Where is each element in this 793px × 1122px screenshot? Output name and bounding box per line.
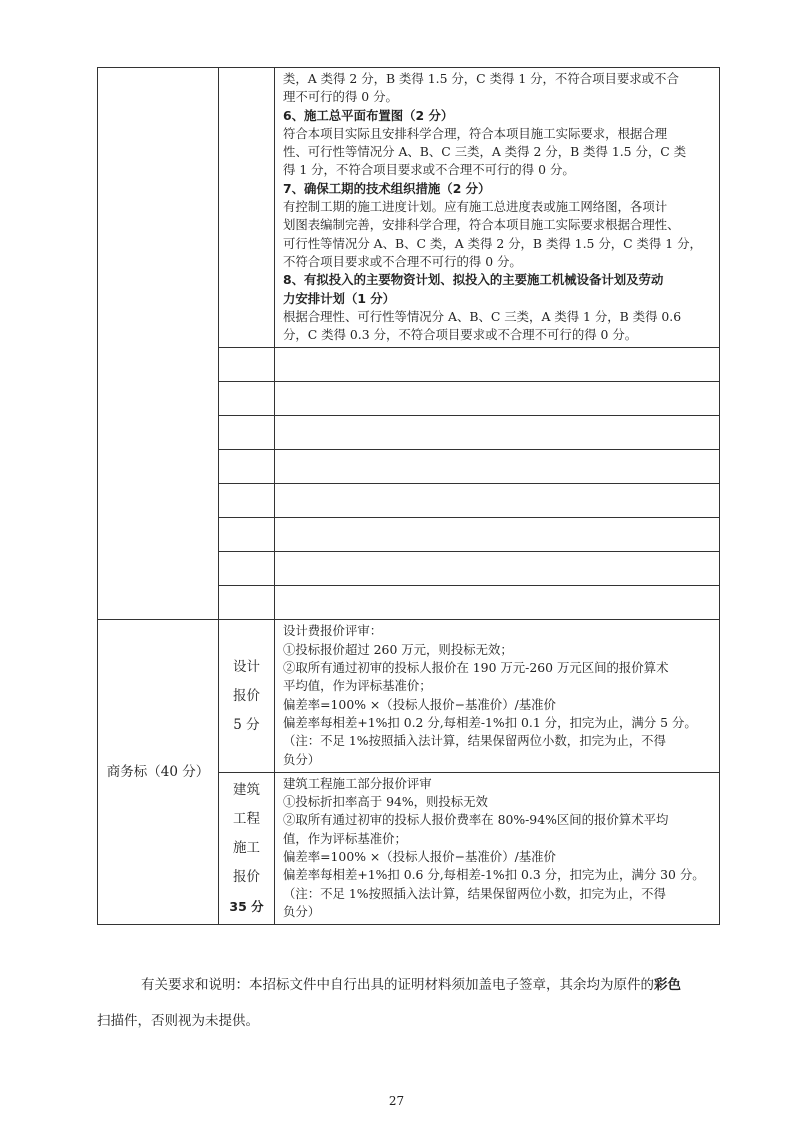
criteria-line: 设计费报价评审： xyxy=(283,623,383,639)
criteria-line: 值，作为评标基准价； xyxy=(283,830,407,846)
criteria-line: 平均值，作为评标基准价； xyxy=(283,678,432,694)
criteria-line: 负分） xyxy=(283,751,321,767)
criteria-heading-7: 7、确保工期的技术组织措施（2 分） xyxy=(283,180,491,196)
construction-fee-item: 建筑 工程 施工 报价 35 分 xyxy=(219,772,275,924)
criteria-heading-8: 8、有拟投入的主要物资计划、拟投入的主要施工机械设备计划及劳动 xyxy=(283,272,664,288)
criteria-line: 可行性等情况分 A、B、C 类，A 类得 2 分，B 类得 1.5 分，C 类得 1 分， xyxy=(283,235,702,251)
criteria-heading-8-cont: 力安排计划（1 分） xyxy=(283,290,396,306)
criteria-line: ①投标报价超过 260 万元，则投标无效； xyxy=(283,641,513,657)
criteria-line: 有控制工期的施工进度计划。应有施工总进度表或施工网络图，各项计 xyxy=(283,199,668,215)
construction-fee-score: 35 分 xyxy=(229,899,264,915)
criteria-line: 性、可行性等情况分 A、B、C 三类，A 类得 2 分，B 类得 1.5 分，C 类 xyxy=(283,144,687,160)
tech-criteria-row xyxy=(98,68,720,348)
criteria-line: 类，A 类得 2 分，B 类得 1.5 分，C 类得 1 分，不符合项目要求或不合 xyxy=(283,71,679,86)
criteria-line: 建筑工程施工部分报价评审 xyxy=(283,775,432,791)
page-number: 27 xyxy=(388,1094,405,1108)
criteria-line: 符合本项目实际且安排科学合理，符合本项目施工实际要求，根据合理 xyxy=(283,125,668,141)
design-fee-row xyxy=(98,620,720,772)
criteria-line: 理不可行的得 0 分。 xyxy=(283,89,398,105)
design-fee-item: 设计 报价 5 分 xyxy=(219,620,275,772)
criteria-line: 偏差率=100% ×（投标人报价−基准价）/基准价 xyxy=(283,849,556,865)
criteria-line: 得 1 分，不符合项目要求或不合理不可行的得 0 分。 xyxy=(283,162,575,178)
criteria-line: ②取所有通过初审的投标人报价费率在 80%-94%区间的报价算术平均 xyxy=(283,812,669,828)
criteria-line: 根据合理性、可行性等情况分 A、B、C 三类，A 类得 1 分，B 类得 0.6 xyxy=(283,308,682,324)
criteria-line: 划图表编制完善，安排科学合理，符合本项目施工实际要求根据合理性、 xyxy=(283,217,680,233)
criteria-line: 偏差率每相差+1%扣 0.6 分,每相差-1%扣 0.3 分，扣完为止，满分 30 分。 xyxy=(283,867,705,883)
tech-category-cell xyxy=(98,68,219,620)
criteria-line: 偏差率每相差+1%扣 0.2 分,每相差-1%扣 0.1 分，扣完为止，满分 5 分。 xyxy=(283,714,697,730)
criteria-line: 偏差率=100% ×（投标人报价−基准价）/基准价 xyxy=(283,696,556,712)
criteria-line: 不符合项目要求或不合理不可行的得 0 分。 xyxy=(283,253,522,269)
requirements-note xyxy=(97,967,719,1039)
tech-item-cell xyxy=(219,68,275,348)
criteria-heading-6: 6、施工总平面布置图（2 分） xyxy=(283,107,454,123)
note-line-2: 扫描件，否则视为未提供。 xyxy=(97,1013,259,1029)
criteria-line: ②取所有通过初审的投标人报价在 190 万元-260 万元区间的报价算术 xyxy=(283,660,669,676)
criteria-line: 分，C 类得 0.3 分，不符合项目要求或不合理不可行的得 0 分。 xyxy=(283,327,638,343)
design-fee-criteria xyxy=(275,620,720,772)
scoring-table xyxy=(97,67,720,925)
tech-criteria-cell xyxy=(275,68,720,348)
criteria-line: ①投标折扣率高于 94%，则投标无效 xyxy=(283,794,488,810)
note-emphasis: 彩色 xyxy=(654,977,681,993)
construction-fee-criteria xyxy=(275,772,720,924)
criteria-line: 负分） xyxy=(283,903,321,919)
criteria-line: （注：不足 1%按照插入法计算，结果保留两位小数，扣完为止，不得 xyxy=(283,885,666,901)
criteria-line: （注：不足 1%按照插入法计算，结果保留两位小数，扣完为止，不得 xyxy=(283,733,666,749)
business-category-label: 商务标（40 分） xyxy=(98,620,219,925)
note-line-1: 有关要求和说明：本招标文件中自行出具的证明材料须加盖电子签章，其余均为原件的彩色 xyxy=(141,977,681,993)
